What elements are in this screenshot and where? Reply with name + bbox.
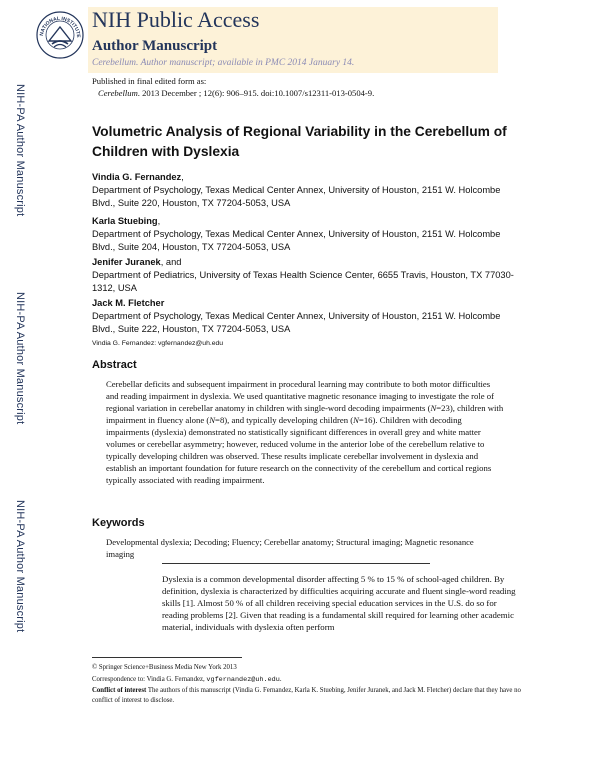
header-journal: Cerebellum <box>92 58 136 68</box>
published-journal: Cerebellum <box>98 88 138 98</box>
abstract-part: =8), and typically developing children ( <box>215 415 354 425</box>
keywords-text: Developmental dyslexia; Decoding; Fluency; Cerebellar anatomy; Structural imaging; Magnetic resonance imaging <box>106 537 474 559</box>
author-block <box>92 256 522 295</box>
correspondence-label: Correspondence to: Vindia G. Fernandez, <box>92 676 207 683</box>
abstract-n: N <box>209 415 216 425</box>
author-suffix: , <box>181 172 184 182</box>
published-citation-text: . 2013 December ; 12(6): 906–915. doi:10.1007/s12311-013-0504-9. <box>137 88 375 98</box>
author-affiliation: Department of Psychology, Texas Medical Center Annex, University of Houston, 2151 W. Holcombe Blvd., Suite 220, Houston, TX 77204-5053, USA <box>92 185 501 208</box>
correspondence-email: Vindia G. Fernandez: vgfernandez@uh.edu <box>92 340 224 347</box>
author-block <box>92 171 522 210</box>
abstract-part: =16). Children with decoding impairments (dyslexia) demonstrated no statistically significant differences in overall grey and white matter volumes or cerebellar asymmetry; however, reduced volume in the anterior lobe of the cerebellum relative to typically developing children was observed. These results implicate cerebellar involvement in dyslexia and establish an important foundation for future research on the connectivity of the cerebellum and cortical regions typically associated with reading impairment. <box>106 415 492 485</box>
author-block <box>92 297 522 336</box>
side-label-1: NIH-PA Author Manuscript <box>14 84 26 217</box>
author-block <box>92 215 522 254</box>
abstract-part: =23), children with impairment in fluency alone ( <box>106 403 504 425</box>
author-suffix: , and <box>160 257 182 267</box>
header-subtitle: Author Manuscript <box>92 38 218 54</box>
copyright: © Springer Science+Business Media New York 2013 <box>92 664 237 671</box>
abstract-n: N <box>353 415 359 425</box>
published-info <box>92 75 374 99</box>
conflict-of-interest <box>92 686 526 706</box>
svg-text:NATIONAL INSTITUTES OF HEALTH: NATIONAL INSTITUTE <box>38 15 82 38</box>
header-availability <box>92 58 354 68</box>
paper-title: Volumetric Analysis of Regional Variability in the Cerebellum of Children with Dyslexia <box>92 124 507 159</box>
footnote-divider <box>92 657 242 658</box>
abstract-part: Cerebellar deficits and subsequent impairment in procedural learning may contribute to both motor difficulties and reading impairment in dyslexia. We used quantitative magnetic resonance imaging to investigate the role of regional variation in cerebellar anatomy in children with single-word decoding impairments ( <box>106 379 495 413</box>
author-name: Jenifer Juranek <box>92 257 161 267</box>
intro-text: Dyslexia is a common developmental disorder affecting 5 % to 15 % of school-aged children. By definition, dyslexia is characterized by difficulties acquiring accurate and fluent single-word reading skills [1]. Almost 50 % of all children receiving special education services in the U.S. do so for reading problems [2]. Given that reading is a fundamental skill required for learning other academic material, individuals with dyslexia often perform <box>162 574 516 632</box>
keywords-heading: Keywords <box>92 517 145 529</box>
header-title: NIH Public Access <box>92 7 260 32</box>
correspondence-footnote-email: vgfernandez@uh.edu <box>206 676 280 684</box>
coi-label: Conflict of interest <box>92 687 147 694</box>
abstract-heading: Abstract <box>92 359 137 371</box>
abstract-n: N <box>430 403 437 413</box>
side-label-3: NIH-PA Author Manuscript <box>14 500 26 633</box>
side-label-2: NIH-PA Author Manuscript <box>14 292 26 425</box>
nih-logo <box>36 11 84 59</box>
divider <box>162 563 430 564</box>
header-availability-text: . Author manuscript; available in PMC 2014 January 14. <box>135 58 355 68</box>
published-citation <box>92 87 374 99</box>
abstract-text <box>106 378 504 486</box>
author-suffix: , <box>157 216 161 226</box>
author-name: Jack M. Fletcher <box>92 298 165 308</box>
coi-text: The authors of this manuscript (Vindia G. Fernandez, Karla K. Stuebing, Jenifer Juranek, and Jack M. Fletcher) declare that they have no conflict of interest to disclose. <box>92 687 521 704</box>
published-label: Published in final edited form as: <box>92 76 207 86</box>
author-name: Vindia G. Fernandez <box>92 172 182 182</box>
author-affiliation: Department of Psychology, Texas Medical Center Annex, University of Houston, 2151 W. Holcombe Blvd., Suite 222, Houston, TX 77204-5053, USA <box>92 311 501 334</box>
author-affiliation: Department of Psychology, Texas Medical Center Annex, University of Houston, 2151 W. Holcombe Blvd., Suite 204, Houston, TX 77204-5053, USA <box>92 229 501 252</box>
author-name: Karla Stuebing <box>92 216 158 226</box>
author-affiliation: Department of Pediatrics, University of Texas Health Science Center, 6655 Travis, Houston, TX 77030-1312, USA <box>92 270 514 293</box>
correspondence-end: . <box>279 676 282 683</box>
correspondence-note <box>92 675 526 685</box>
